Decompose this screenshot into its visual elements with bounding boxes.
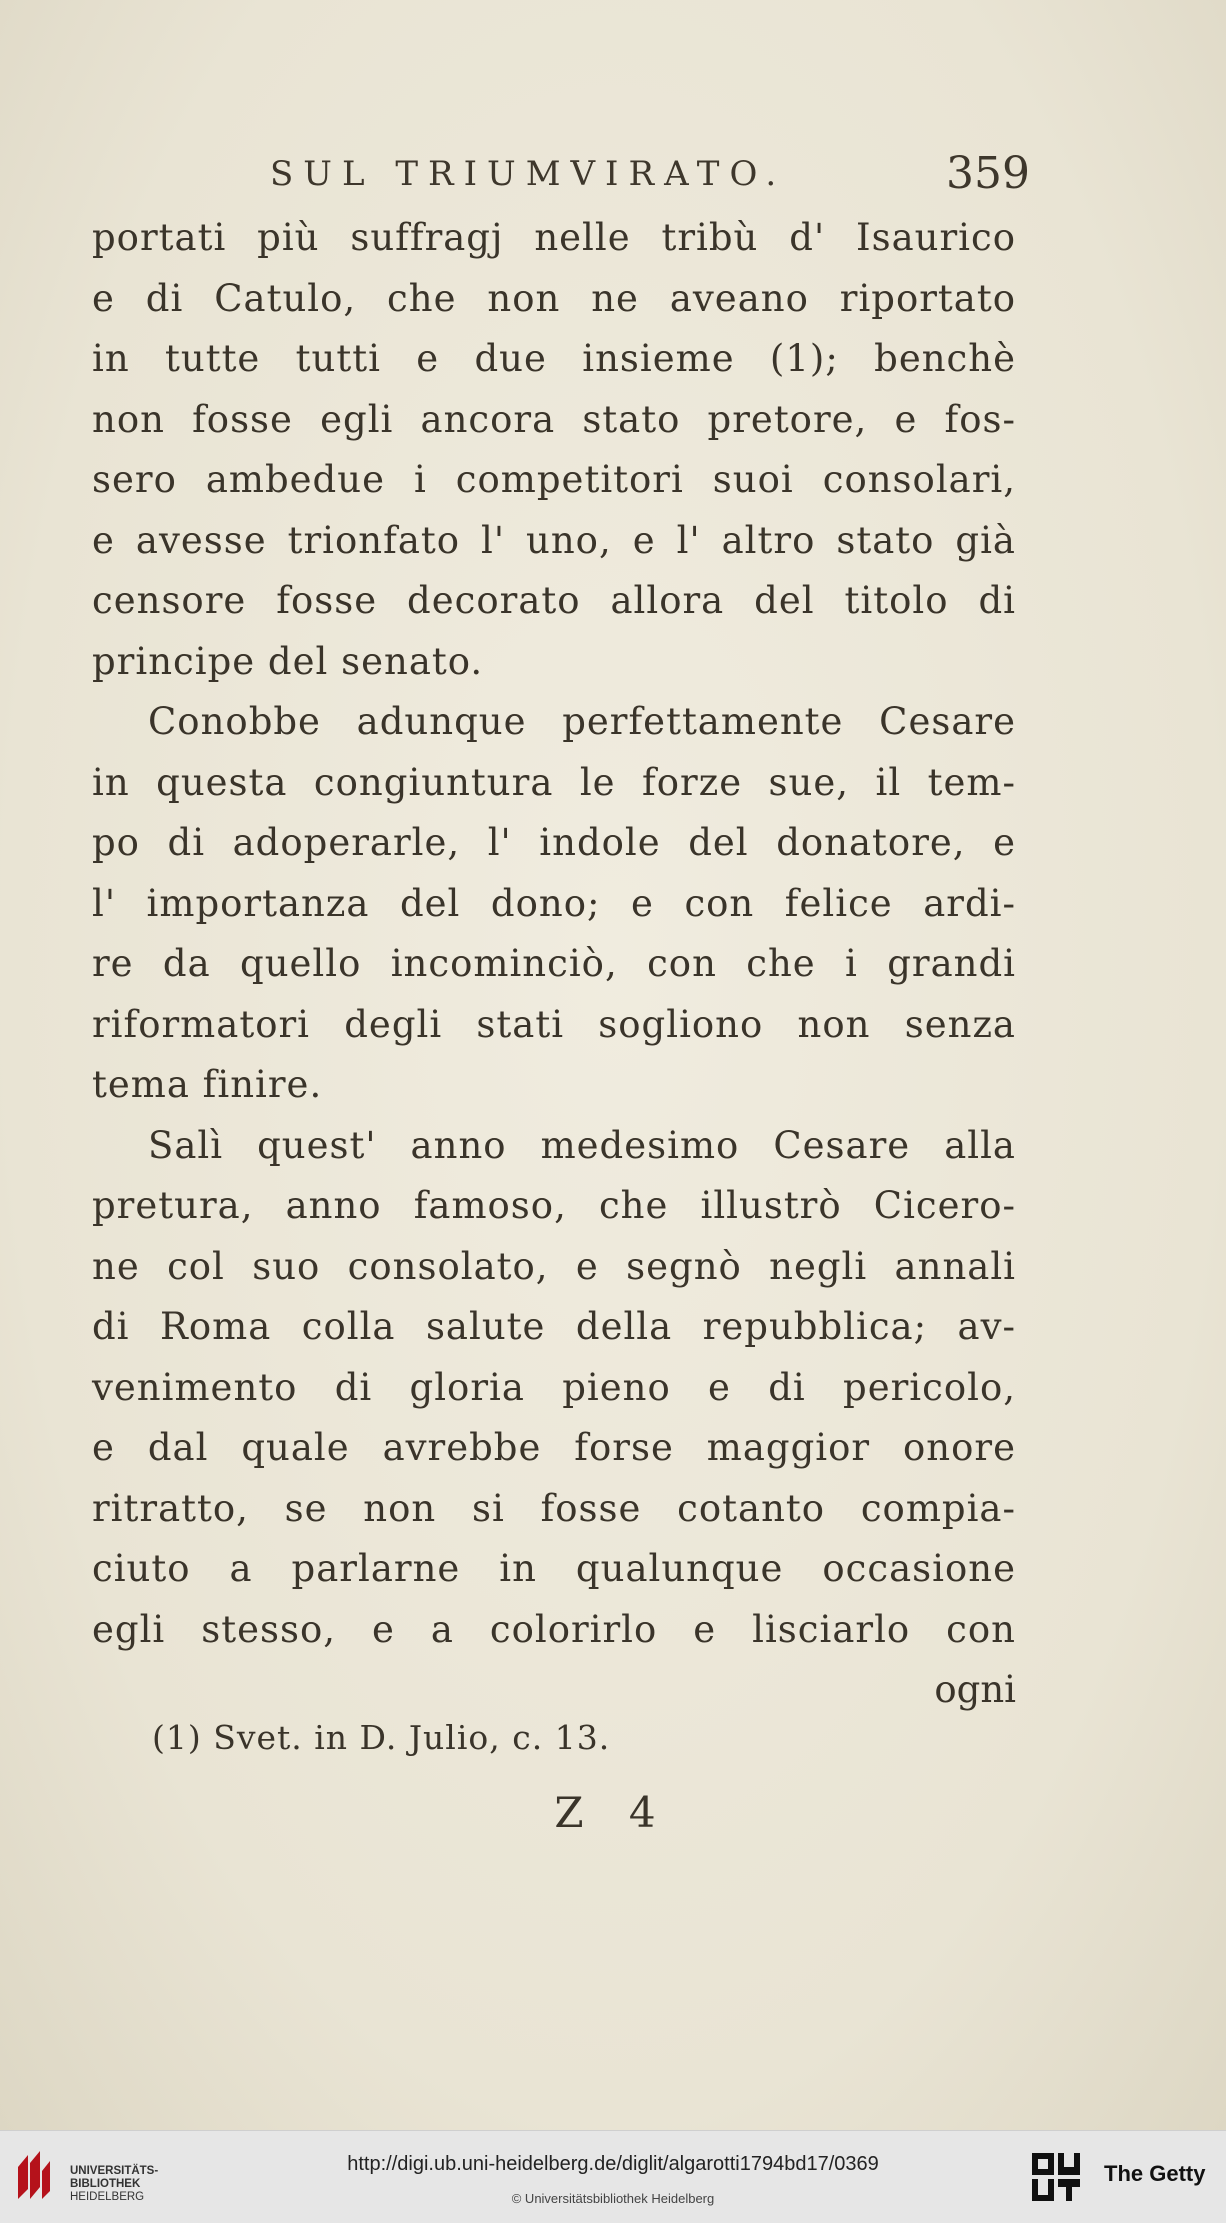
page-number: 359 — [946, 148, 1030, 199]
text-line: re da quello incominciò, con che i grandi — [92, 942, 1016, 985]
library-name-line: UNIVERSITÄTS- — [70, 2165, 159, 2177]
text-line: l' importanza del dono; e con felice ardi- — [92, 881, 1016, 925]
text-line: in tutte tutti e due insieme (1); benchè — [92, 337, 1016, 380]
text-line: di Roma colla salute della repubblica; av- — [92, 1305, 1016, 1348]
text-line: e avesse trionfato l' uno, e l' altro stato già — [92, 518, 1016, 562]
running-title: SUL TRIUMVIRATO. — [270, 154, 787, 194]
text-line: ritratto, se non si fosse cotanto compia- — [92, 1486, 1016, 1530]
catchword-text: ogni — [934, 1668, 1016, 1711]
paragraph-start: Salì quest' anno medesimo Cesare alla — [148, 1123, 1016, 1167]
viewer-footer — [0, 2130, 1226, 2223]
text-line: in questa congiuntura le forze sue, il tem- — [92, 760, 1016, 804]
text-line: e dal quale avrebbe forse maggior onore — [92, 1426, 1016, 1469]
text-line: venimento di gloria pieno e di pericolo, — [92, 1365, 1016, 1409]
text-line: principe del senato. — [92, 639, 484, 683]
getty-logo-icon[interactable] — [1030, 2151, 1084, 2207]
body-text — [92, 208, 1016, 1660]
text-line: portati più suffragj nelle tribù d' Isaurico — [92, 216, 1016, 259]
text-line: ne col suo consolato, e segnò negli annali — [92, 1244, 1016, 1288]
paragraph-start: Conobbe adunque perfettamente Cesare — [148, 700, 1016, 743]
catchword — [92, 1668, 1016, 1718]
text-line: egli stesso, e a colorirlo e lisciarlo con — [92, 1607, 1016, 1651]
text-line: sero ambedue i competitori suoi consolari, — [92, 458, 1016, 501]
text-line: e di Catulo, che non ne aveano riportato — [92, 276, 1016, 320]
text-line: po di adoperarle, l' indole del donatore, e — [92, 821, 1016, 864]
copyright-notice: © Universitätsbibliothek Heidelberg — [511, 2191, 715, 2206]
permalink-url[interactable]: http://digi.ub.uni-heidelberg.de/diglit/algarotti1794bd17/0369 — [347, 2153, 879, 2175]
running-head — [90, 148, 1030, 198]
signature-mark: Z 4 — [554, 1788, 672, 1837]
library-name-line: HEIDELBERG — [70, 2191, 145, 2203]
text-line: non fosse egli ancora stato pretore, e fos- — [92, 397, 1016, 441]
footnote: (1) Svet. in D. Julio, c. 13. — [152, 1718, 611, 1757]
partner-name[interactable]: The Getty — [1104, 2161, 1206, 2186]
text-line: censore fosse decorato allora del titolo di — [92, 579, 1016, 622]
text-line: pretura, anno famoso, che illustrò Cicero- — [92, 1184, 1016, 1227]
text-line: riformatori degli stati sogliono non senza — [92, 1002, 1016, 1046]
text-line: tema finire. — [92, 1063, 323, 1106]
text-line: ciuto a parlarne in qualunque occasione — [92, 1547, 1016, 1590]
library-name-line: BIBLIOTHEK — [70, 2178, 141, 2190]
